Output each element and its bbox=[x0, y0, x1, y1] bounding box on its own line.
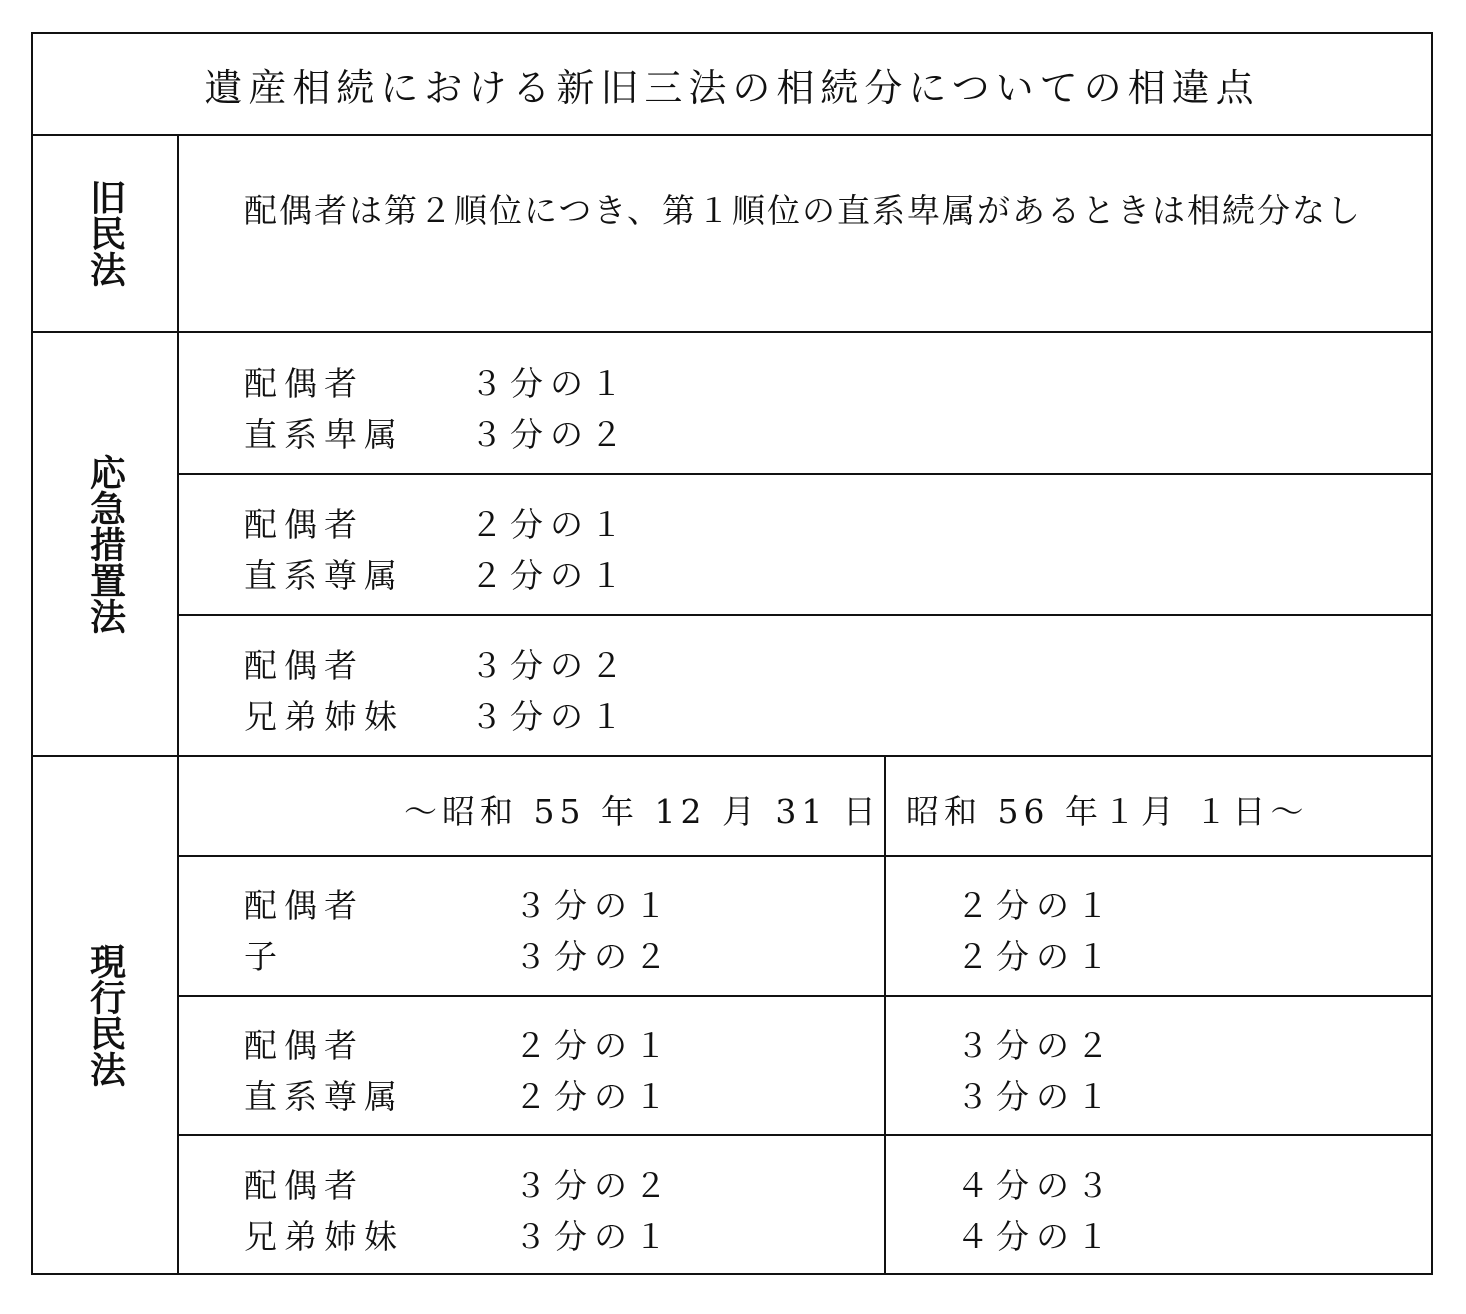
cc-after: ４分の１ bbox=[956, 1217, 1116, 1256]
label-emergency-measures-law: 応急措置法 bbox=[84, 453, 126, 634]
label-current-civil-code: 現行民法 bbox=[84, 942, 126, 1087]
em-heir: 配偶者 bbox=[244, 646, 364, 685]
divider-emergency-2 bbox=[177, 614, 1433, 616]
cc-before: ３分の２ bbox=[514, 937, 674, 976]
divider-current-header bbox=[177, 855, 1433, 857]
cc-before: ３分の１ bbox=[514, 1217, 674, 1256]
cc-before: ３分の１ bbox=[514, 886, 674, 925]
cc-heir: 兄弟姉妹 bbox=[244, 1217, 404, 1256]
cc-after: ２分の１ bbox=[956, 886, 1116, 925]
divider-emergency-current bbox=[31, 755, 1433, 757]
cc-heir: 直系尊属 bbox=[244, 1077, 404, 1116]
em-heir: 兄弟姉妹 bbox=[244, 697, 404, 736]
border-right bbox=[1431, 32, 1433, 1275]
divider-period-column bbox=[884, 755, 886, 1275]
divider-emergency-1 bbox=[177, 473, 1433, 475]
em-heir: 直系卑属 bbox=[244, 415, 404, 454]
em-heir: 直系尊属 bbox=[244, 556, 404, 595]
em-heir: 配偶者 bbox=[244, 505, 364, 544]
period-before-header: ～昭和 55 年 12 月 31 日 bbox=[404, 792, 881, 831]
divider-old-emergency bbox=[31, 331, 1433, 333]
em-share: ３分の２ bbox=[470, 646, 630, 685]
cc-heir: 子 bbox=[244, 937, 284, 976]
old-civil-code-text: 配偶者は第２順位につき、第１順位の直系卑属があるときは相続分なし bbox=[244, 191, 1363, 230]
cc-after: ３分の１ bbox=[956, 1077, 1116, 1116]
cc-after: ２分の１ bbox=[956, 937, 1116, 976]
cc-before: ３分の２ bbox=[514, 1166, 674, 1205]
divider-current-1 bbox=[177, 995, 1433, 997]
cc-after: ４分の３ bbox=[956, 1166, 1116, 1205]
label-old-civil-code: 旧民法 bbox=[84, 179, 126, 287]
cc-before: ２分の１ bbox=[514, 1026, 674, 1065]
cc-heir: 配偶者 bbox=[244, 886, 364, 925]
em-share: ２分の１ bbox=[470, 556, 630, 595]
cc-heir: 配偶者 bbox=[244, 1026, 364, 1065]
em-share: ３分の２ bbox=[470, 415, 630, 454]
table-title: 遺産相続における新旧三法の相続分についての相違点 bbox=[204, 65, 1260, 110]
divider-current-2 bbox=[177, 1134, 1433, 1136]
border-bottom bbox=[31, 1273, 1433, 1275]
cc-after: ３分の２ bbox=[956, 1026, 1116, 1065]
cc-heir: 配偶者 bbox=[244, 1166, 364, 1205]
em-share: ３分の１ bbox=[470, 364, 630, 403]
em-share: ２分の１ bbox=[470, 505, 630, 544]
em-share: ３分の１ bbox=[470, 697, 630, 736]
em-heir: 配偶者 bbox=[244, 364, 364, 403]
period-after-header: 昭和 56 年１月 １日～ bbox=[906, 792, 1309, 831]
cc-before: ２分の１ bbox=[514, 1077, 674, 1116]
